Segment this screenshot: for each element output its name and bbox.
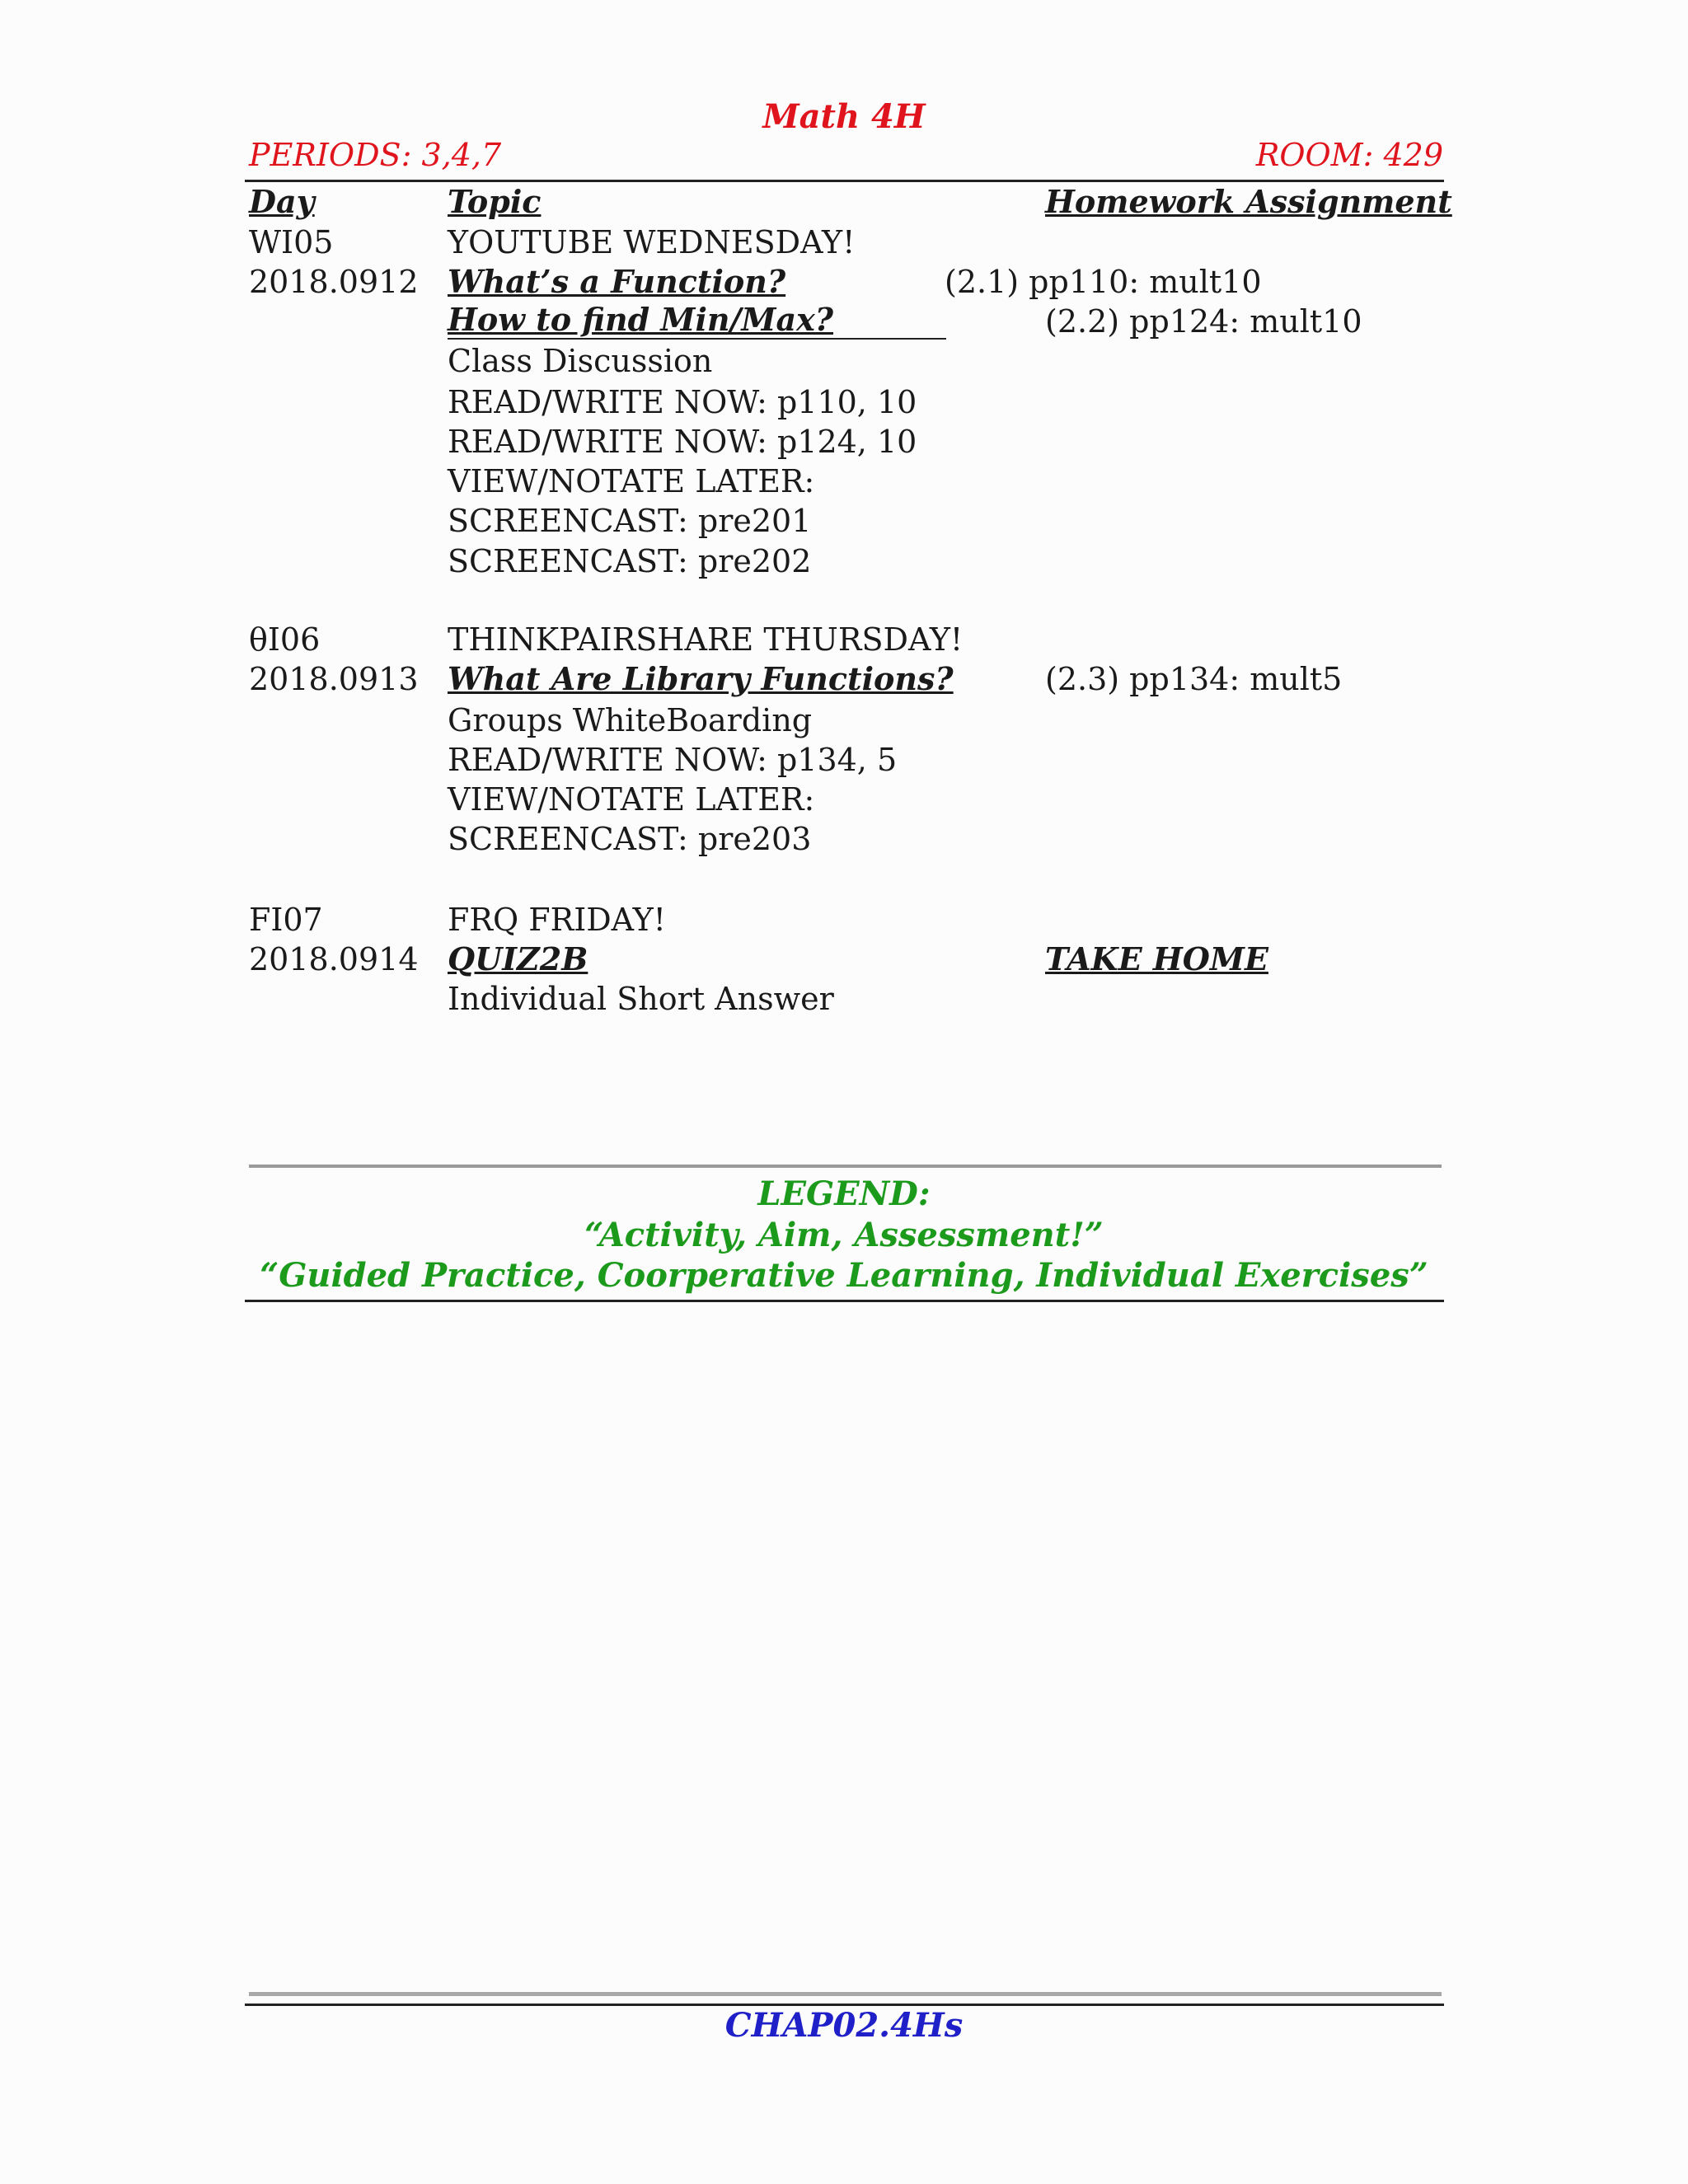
homework-item: (2.3) pp134: mult5 [1045,661,1343,697]
homework-item: TAKE HOME [1045,940,1268,977]
legend-divider-top [249,1165,1442,1168]
homework-item: (2.2) pp124: mult10 [1045,303,1362,340]
topic-underline-extension [448,338,946,340]
activity-line: SCREENCAST: pre202 [448,543,812,579]
footer-divider-gray [249,1992,1442,1996]
activity-line: VIEW/NOTATE LATER: [448,781,815,818]
day-code: FI07 [249,902,323,938]
activity-line: READ/WRITE NOW: p110, 10 [448,384,917,420]
activity-line: VIEW/NOTATE LATER: [448,463,815,499]
day-code: θI06 [249,621,321,658]
topic-title: QUIZ2B [448,940,588,977]
day-theme: FRQ FRIDAY! [448,902,666,938]
column-header-day: Day [249,183,315,220]
day-date: 2018.0914 [249,941,419,977]
topic-title: What’s a Function? [448,263,786,300]
day-theme: THINKPAIRSHARE THURSDAY! [448,621,964,658]
homework-item: (2.1) pp110: mult10 [945,264,1262,300]
activity-line: Class Discussion [448,343,713,379]
activity-line: SCREENCAST: pre201 [448,503,812,539]
legend-divider-bottom [245,1300,1444,1302]
activity-line: SCREENCAST: pre203 [448,821,812,857]
day-theme: YOUTUBE WEDNESDAY! [448,224,856,260]
activity-line: Individual Short Answer [448,981,834,1017]
header-divider [245,180,1444,182]
periods-label: PERIODS: 3,4,7 [249,137,502,173]
legend-line: “Activity, Aim, Assessment!” [584,1216,1104,1254]
activity-line: READ/WRITE NOW: p134, 5 [448,742,898,778]
footer-label: CHAP02.4Hs [724,2006,964,2045]
activity-line: Groups WhiteBoarding [448,702,813,738]
day-date: 2018.0912 [249,264,419,300]
topic-title: What Are Library Functions? [448,660,954,697]
column-header-topic: Topic [448,183,542,220]
room-label: ROOM: 429 [1255,137,1443,173]
activity-line: READ/WRITE NOW: p124, 10 [448,424,917,460]
day-date: 2018.0913 [249,661,419,697]
day-code: WI05 [249,224,334,260]
page-title: Math 4H [762,97,926,136]
legend-heading: LEGEND: [757,1174,931,1213]
column-header-homework: Homework Assignment [1045,183,1452,220]
topic-title: How to find Min/Max? [448,301,833,338]
legend-line: “Guided Practice, Coorperative Learning, Individual Exercises” [260,1256,1428,1295]
